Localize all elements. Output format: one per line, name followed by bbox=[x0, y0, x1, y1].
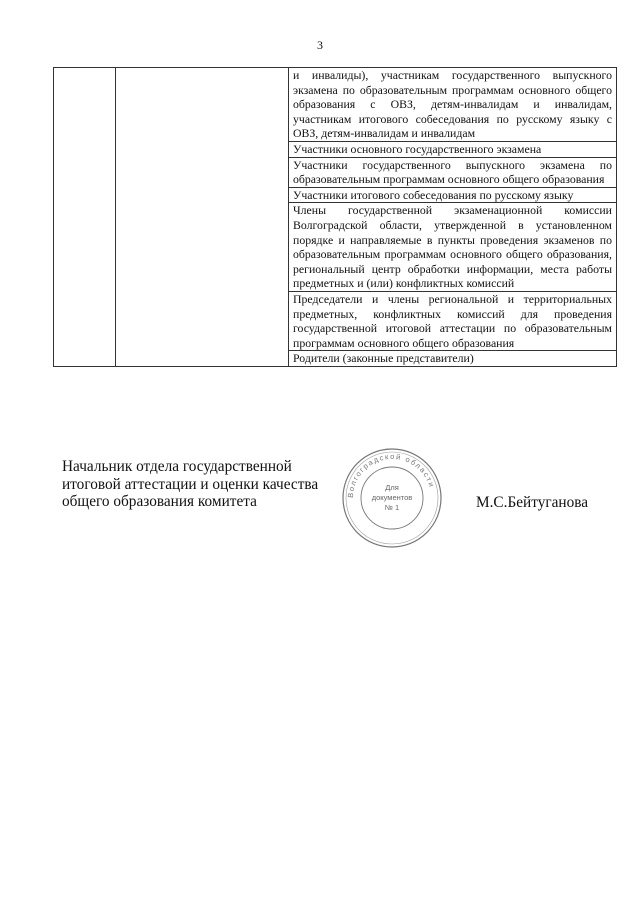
table-cell-text: и инвалиды), участникам государственного выпускного экзамена по образовательным программам основного общего образования с ОВЗ, детям-инвалидам и инвалидам, участникам итогового собеседования по русскому языку с ОВЗ, детям-инвалидам и инвалидам bbox=[289, 68, 617, 142]
table-cell-text: Участники основного государственного экзамена bbox=[289, 141, 617, 157]
table-cell-empty bbox=[54, 68, 116, 367]
stamp-text: документов bbox=[371, 493, 413, 502]
table-cell-text: Члены государственной экзаменационной комиссии Волгоградской области, утвержденной в установленном порядке и направляемые в пункты проведения экзаменов по образовательным программам основного общего образования, региональный центр обработки информации, места работы предметных и (или) конфликтных комиссий bbox=[289, 203, 617, 292]
table-cell-text: Председатели и члены региональной и территориальных предметных, конфликтных комиссий для проведения государственной итоговой аттестации по образовательным программам основного общего образования bbox=[289, 291, 617, 350]
table-row bbox=[54, 68, 617, 142]
stamp-text: № 1 bbox=[384, 503, 400, 512]
position-line: общего образования комитета bbox=[62, 493, 257, 510]
signatory-position bbox=[62, 458, 332, 511]
document-table bbox=[53, 67, 617, 367]
position-line: Начальник отдела государственной bbox=[62, 458, 292, 475]
table-cell-text: Родители (законные представители) bbox=[289, 351, 617, 367]
table-cell-empty bbox=[116, 68, 289, 367]
table-cell-text: Участники итогового собеседования по русскому языку bbox=[289, 187, 617, 203]
stamp-ring-text: Волгоградской области bbox=[345, 451, 437, 499]
position-line: итоговой аттестации и оценки качества bbox=[62, 475, 319, 493]
table-cell-text: Участники государственного выпускного экзамена по образовательным программам основного общего образования bbox=[289, 157, 617, 187]
page-number: 3 bbox=[317, 38, 323, 52]
official-stamp bbox=[340, 446, 444, 550]
stamp-text: Для bbox=[385, 483, 399, 492]
signer-name: М.С.Бейтуганова bbox=[476, 494, 589, 511]
